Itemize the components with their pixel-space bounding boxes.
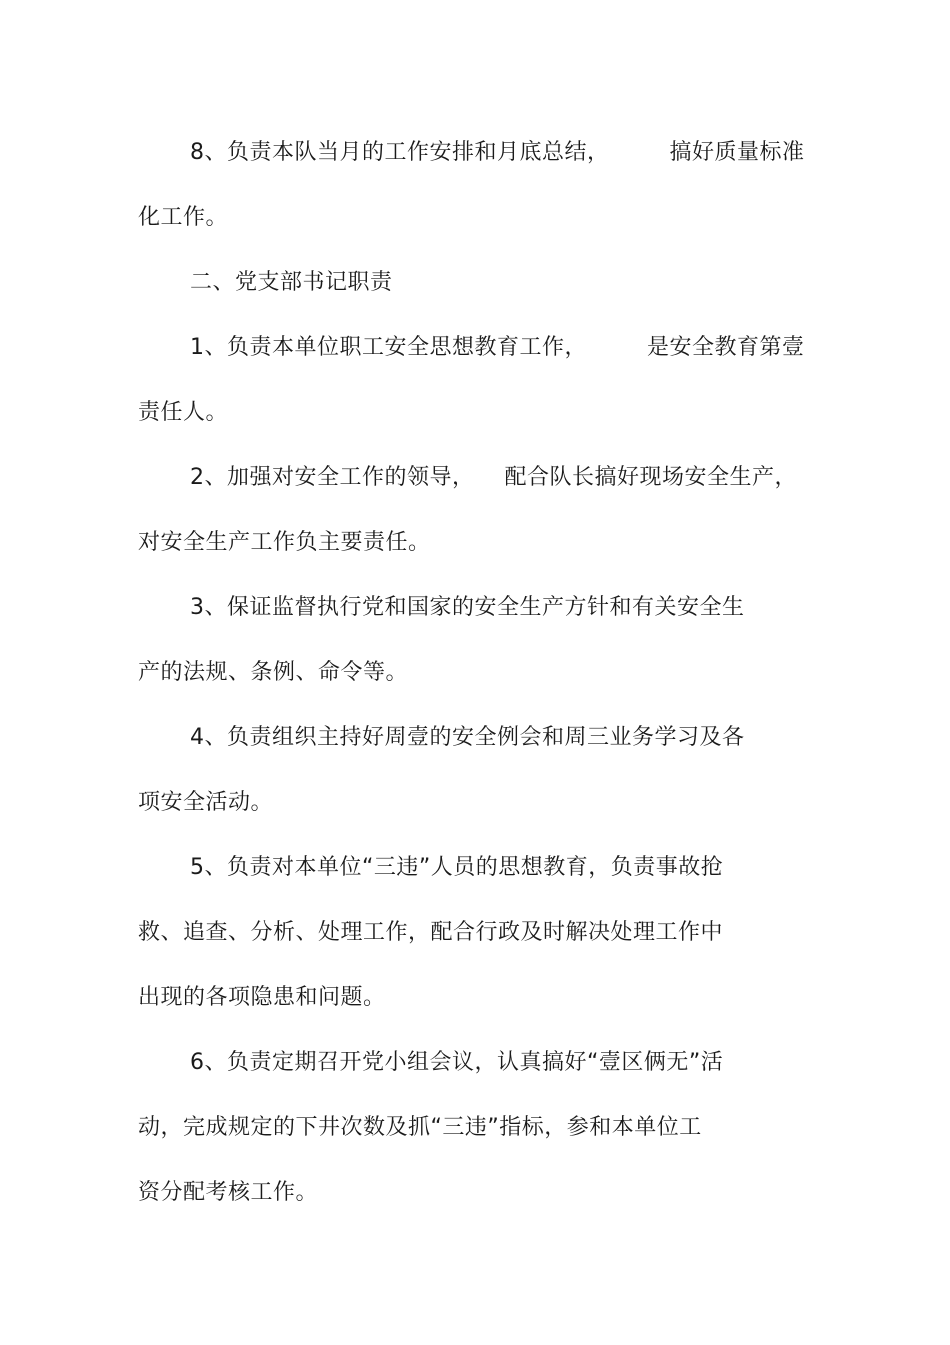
section-heading: 二、党支部书记职责 <box>190 270 393 295</box>
paragraph-2-line-1: 2、加强对安全工作的领导， 配合队长搞好现场安全生产， <box>190 465 797 490</box>
paragraph-6-line-3: 资分配考核工作。 <box>138 1180 319 1205</box>
paragraph-8-line-1: 8、负责本队当月的工作安排和月底总结， 搞好质量标准 <box>190 140 805 165</box>
paragraph-5-line-1: 5、负责对本单位“三违”人员的思想教育，负责事故抢 <box>190 855 724 880</box>
paragraph-1-line-1: 1、负责本单位职工安全思想教育工作， 是安全教育第壹 <box>190 335 805 360</box>
paragraph-5-line-2: 救、追查、分析、处理工作，配合行政及时解决处理工作中 <box>138 920 724 945</box>
paragraph-5-line-3: 出现的各项隐患和问题。 <box>138 985 386 1010</box>
paragraph-4-line-2: 项安全活动。 <box>138 790 274 815</box>
paragraph-6-line-2: 动，完成规定的下井次数及抓“三违”指标，参和本单位工 <box>138 1115 702 1140</box>
paragraph-3-line-2: 产的法规、条例、命令等。 <box>138 660 409 685</box>
paragraph-4-line-1: 4、负责组织主持好周壹的安全例会和周三业务学习及各 <box>190 725 745 750</box>
paragraph-2-line-2: 对安全生产工作负主要责任。 <box>138 530 431 555</box>
paragraph-3-line-1: 3、保证监督执行党和国家的安全生产方针和有关安全生 <box>190 595 745 620</box>
paragraph-1-line-2: 责任人。 <box>138 400 229 425</box>
paragraph-8-line-2: 化工作。 <box>138 205 229 230</box>
paragraph-6-line-1: 6、负责定期召开党小组会议，认真搞好“壹区俩无”活 <box>190 1050 724 1075</box>
